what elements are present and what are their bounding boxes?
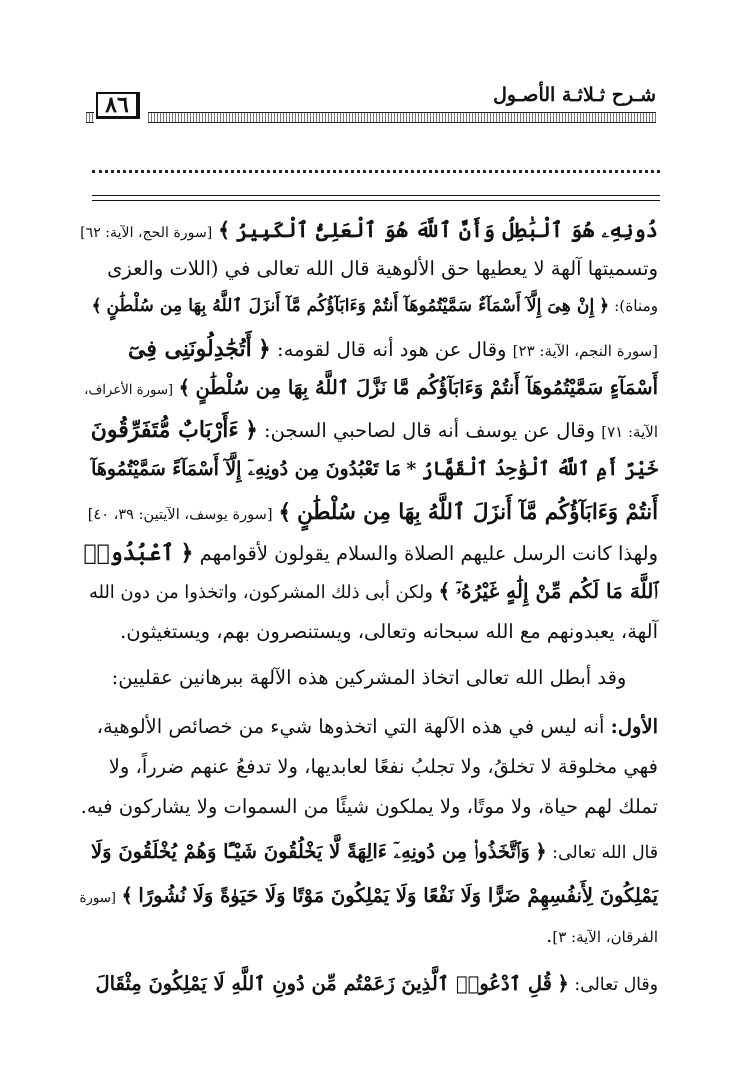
divider-rule bbox=[92, 200, 660, 201]
verse-reference: الآية: ٧١] bbox=[601, 423, 658, 441]
divider-rule bbox=[92, 195, 660, 196]
verse-reference: [سورة الأعراف، bbox=[84, 383, 174, 398]
header-ornament-rule bbox=[148, 112, 656, 123]
text-line bbox=[80, 972, 658, 995]
quran-verse: أَنتُمْ وَءَابَآؤُكُم مَّآ أَنزَلَ ٱللَّهُ بِهَا مِن سُلْطَٰنٍ bbox=[297, 500, 658, 525]
text-line: وقد أبطل الله تعالى اتخاذ المشركين هذه الآلهة ببرهانين عقليين: bbox=[111, 666, 627, 689]
quran-verse: ءَأَرْبَابٌ مُّتَفَرِّقُونَ bbox=[90, 417, 239, 443]
verse-reference: [سورة يوسف، الآيتين: ٣٩، ٤٠] bbox=[87, 506, 273, 523]
text-line: فهي مخلوقة لا تخلقُ، ولا تجلبُ نفعًا لعابديها، ولا تدفعُ عنهم ضرراً، ولا bbox=[108, 755, 658, 778]
text-line bbox=[80, 376, 658, 399]
text-line bbox=[80, 296, 658, 316]
text-line bbox=[80, 458, 658, 480]
body-text: ولهذا كانت الرسل عليهم الصلاة والسلام يقولون لأقوامهم bbox=[199, 542, 658, 565]
text-line bbox=[80, 336, 658, 362]
footnote-separator-dots bbox=[92, 170, 660, 173]
quran-verse: إِنْ هِىَ إِلَّآ أَسْمَآءٌ سَمَّيْتُمُوهَآ أَنتُمْ وَءَابَآؤُكُم مَّآ أَنزَلَ ٱللَّهُ بِهَا مِن سُلْطَٰنٍ bbox=[106, 296, 595, 316]
section-lead: الأول: bbox=[610, 715, 658, 738]
body-text: وقال تعالى: bbox=[574, 975, 658, 995]
verse-bracket: ﴾ bbox=[91, 296, 102, 316]
verse-bracket: ﴾ bbox=[218, 218, 231, 242]
verse-bracket: ﴿ bbox=[535, 840, 547, 863]
quran-verse: أَسْمَآءٍ سَمَّيْتُمُوهَآ أَنتُمْ وَءَابَآؤُكُم مَّا نَزَّلَ ٱللَّهُ بِهَا مِن سُلْطَٰنٍ bbox=[195, 376, 658, 399]
quran-verse: أَتُجَٰدِلُونَنِى فِىٓ bbox=[128, 336, 252, 362]
verse-reference: [سورة الحج، الآية: ٦٢] bbox=[80, 225, 213, 241]
verse-bracket: ﴾ bbox=[438, 579, 451, 603]
text-line bbox=[80, 540, 658, 566]
quran-verse: وَٱتَّخَذُوا۟ مِن دُونِهِۦٓ ءَالِهَةً لَّا يَخْلُقُونَ شَيْـًٔا وَهُمْ يُخْلَقُونَ وَلَا bbox=[91, 840, 530, 863]
quran-verse: ٱعْبُدُوا۟ bbox=[83, 540, 175, 566]
text-line bbox=[80, 840, 658, 863]
body-text: . bbox=[546, 924, 553, 947]
page-number: ٨٦ bbox=[96, 92, 140, 119]
running-header bbox=[86, 82, 656, 122]
text-line bbox=[80, 218, 658, 243]
verse-reference: [سورة النجم، الآية: ٢٣] bbox=[512, 342, 658, 360]
text-line bbox=[80, 417, 658, 443]
body-text: ولكن أبى ذلك المشركون، واتخذوا من دون الله bbox=[88, 582, 433, 603]
text-line bbox=[80, 500, 658, 525]
text-line: وتسميتها آلهة لا يعطيها حق الألوهية قال الله تعالى في (اللات والعزى bbox=[107, 257, 658, 280]
verse-bracket: ﴿ bbox=[557, 972, 569, 995]
verse-bracket: ﴿ bbox=[599, 296, 610, 316]
verse-separator: * bbox=[406, 458, 417, 480]
book-title: شـرح ثـلاثـة الأصـول bbox=[493, 84, 656, 106]
text-line bbox=[80, 884, 658, 907]
quran-verse: ٱللَّهَ مَا لَكُم مِّنْ إِلَٰهٍ غَيْرُهُۥٓ bbox=[455, 579, 658, 603]
body-text: قال الله تعالى: bbox=[552, 843, 658, 863]
verse-reference: الفرقان، الآية: ٣] bbox=[552, 928, 658, 946]
verse-bracket: ﴿ bbox=[257, 336, 271, 362]
header-ornament-left bbox=[86, 112, 94, 123]
quran-verse: خَيْرٌ أَمِ ٱللَّهُ ٱلْوَٰحِدُ ٱلْقَهَّارُ bbox=[421, 458, 658, 480]
quran-verse: مَا تَعْبُدُونَ مِن دُونِهِۦٓ إِلَّآ أَسْمَآءً سَمَّيْتُمُوهَآ bbox=[91, 458, 402, 480]
body-text: أنه ليس في هذه الآلهة التي اتخذوها شيء من خصائص الألوهية، bbox=[96, 715, 605, 738]
text-line bbox=[80, 924, 658, 947]
quran-verse: قُلِ ٱدْعُوا۟ ٱلَّذِينَ زَعَمْتُم مِّن دُونِ ٱللَّهِ لَا يَمْلِكُونَ مِثْقَالَ bbox=[95, 972, 552, 995]
verse-bracket: ﴾ bbox=[121, 884, 133, 907]
body-text: وقال عن هود أنه قال لقومه: bbox=[277, 338, 507, 361]
verse-reference: [سورة bbox=[79, 891, 116, 906]
verse-bracket: ﴾ bbox=[278, 500, 292, 525]
text-line bbox=[80, 715, 658, 738]
text-line: تملك لهم حياة، ولا موتًا، ولا يملكون شيئًا من السموات ولا يشاركون فيه. bbox=[80, 795, 658, 818]
body-text: وقال عن يوسف أنه قال لصاحبي السجن: bbox=[264, 419, 596, 442]
verse-bracket: ﴿ bbox=[180, 540, 194, 566]
verse-bracket: ﴿ bbox=[244, 417, 258, 443]
text-line: آلهة، يعبدونهم مع الله سبحانه وتعالى، ويستنصرون بهم، ويستغيثون. bbox=[120, 620, 658, 643]
body-text: ومناة): bbox=[614, 297, 658, 315]
quran-verse: دُونِهِۦ هُوَ ٱلْبَٰطِلُ وَأَنَّ ٱللَّهَ هُوَ ٱلْعَلِىُّ ٱلْكَبِيرُ bbox=[236, 218, 658, 242]
text-line bbox=[80, 579, 658, 604]
quran-verse: يَمْلِكُونَ لِأَنفُسِهِمْ ضَرًّا وَلَا نَفْعًا وَلَا يَمْلِكُونَ مَوْتًا وَلَا حَيَوٰةً وَلَا نُشُورًا bbox=[138, 884, 658, 907]
verse-bracket: ﴾ bbox=[178, 376, 190, 399]
